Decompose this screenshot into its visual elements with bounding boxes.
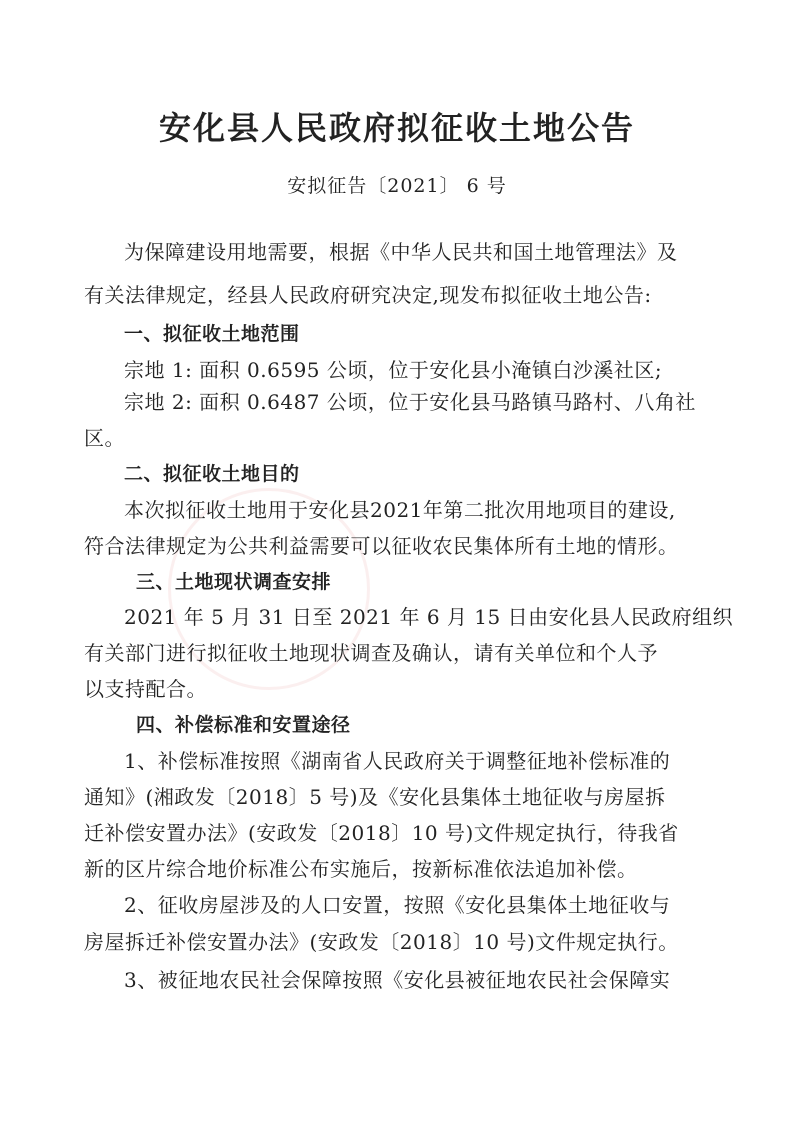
paragraph-line: 区。 [84, 426, 125, 450]
paragraph-line: 2、征收房屋涉及的人口安置，按照《安化县集体土地征收与 [124, 893, 671, 917]
paragraph-line: 以支持配合。 [84, 677, 207, 701]
paragraph-line: 迁补偿安置办法》(安政发〔2018〕10 号)文件规定执行，待我省 [84, 821, 679, 845]
paragraph-line: 房屋拆迁补偿安置办法》(安政发〔2018〕10 号)文件规定执行。 [84, 930, 679, 954]
section-heading-survey: 三、土地现状调查安排 [136, 571, 332, 593]
preamble-line: 有关法律规定，经县人民政府研究决定,现发布拟征收土地公告: [84, 283, 652, 307]
paragraph-line: 宗地 1: 面积 0.6595 公顷，位于安化县小淹镇白沙溪社区; [124, 358, 663, 382]
paragraph-line: 3、被征地农民社会保障按照《安化县被征地农民社会保障实 [124, 968, 671, 992]
paragraph-line: 本次拟征收土地用于安化县2021年第二批次用地项目的建设, [124, 498, 676, 522]
preamble-line: 为保障建设用地需要，根据《中华人民共和国土地管理法》及 [124, 240, 678, 264]
paragraph-line: 2021 年 5 月 31 日至 2021 年 6 月 15 日由安化县人民政府组织 [124, 605, 734, 629]
document-title: 安化县人民政府拟征收土地公告 [158, 109, 635, 147]
section-heading-scope: 一、拟征收土地范围 [124, 323, 300, 345]
paragraph-line: 通知》(湘政发〔2018〕5 号)及《安化县集体土地征收与房屋拆 [84, 785, 666, 809]
paragraph-line: 宗地 2: 面积 0.6487 公顷，位于安化县马路镇马路村、八角社 [124, 390, 696, 414]
paragraph-line: 新的区片综合地价标准公布实施后，按新标准依法追加补偿。 [84, 857, 638, 881]
paragraph-line: 符合法律规定为公共利益需要可以征收农民集体所有土地的情形。 [84, 534, 679, 558]
document-number: 安拟征告〔2021〕 6 号 [287, 175, 507, 197]
paragraph-line: 1、补偿标准按照《湖南省人民政府关于调整征地补偿标准的 [124, 749, 671, 773]
paragraph-line: 有关部门进行拟征收土地现状调查及确认，请有关单位和个人予 [84, 641, 658, 665]
section-heading-compensation: 四、补偿标准和安置途径 [136, 714, 351, 736]
section-heading-purpose: 二、拟征收土地目的 [124, 463, 300, 485]
